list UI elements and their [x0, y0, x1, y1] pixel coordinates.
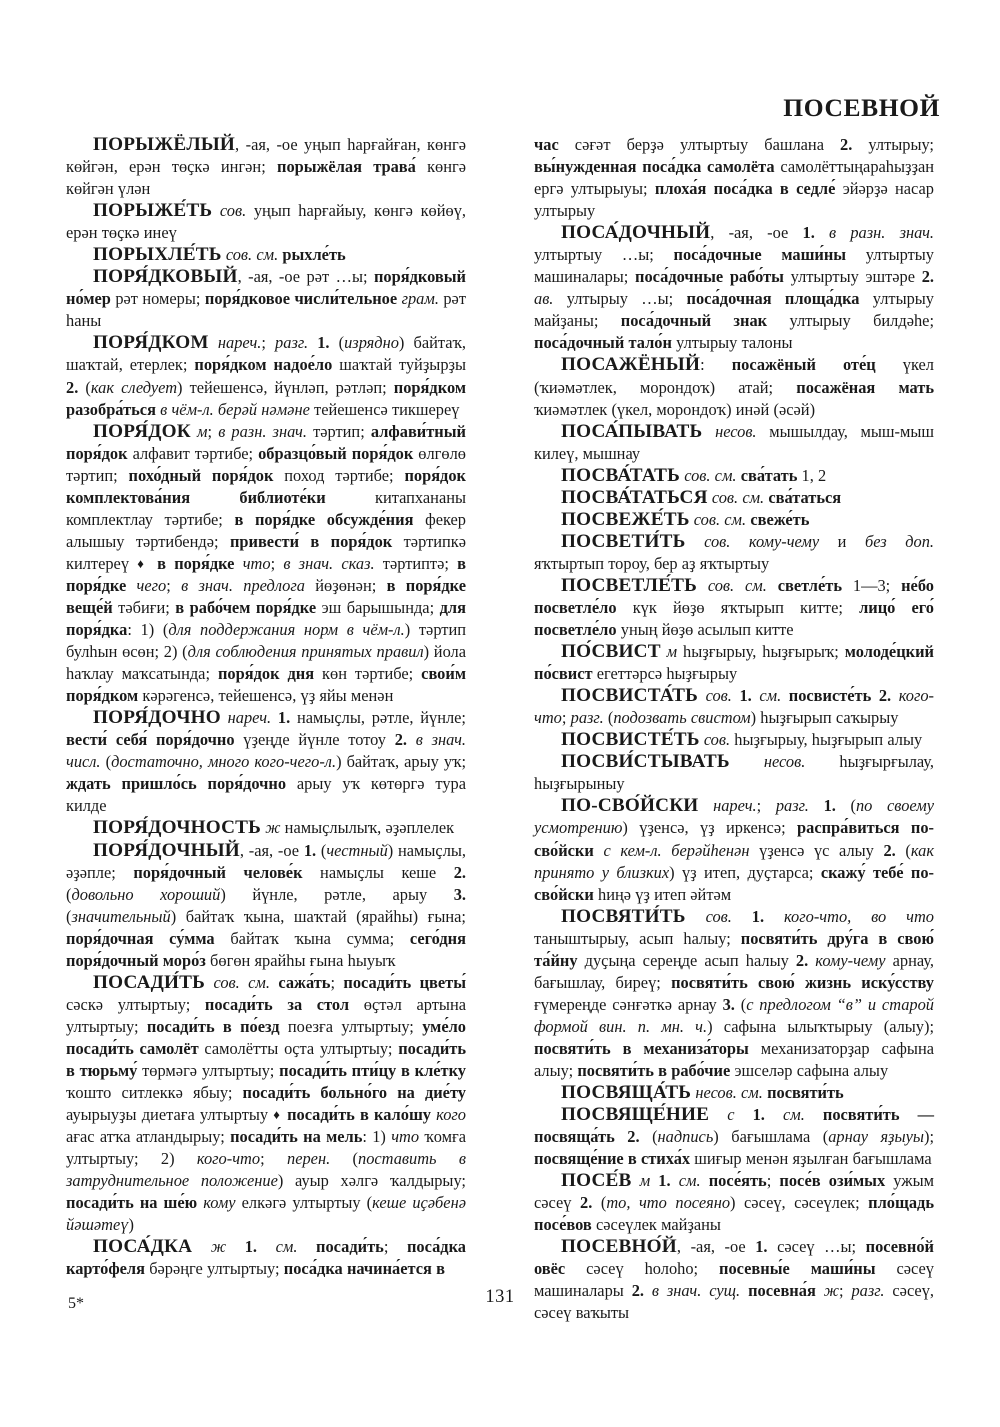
dictionary-entry: ПО́СВИСТ м һыҙғырыу, һыҙғырыҡ; молоде́цкий по́свист егеттәрсә һыҙғырыу [534, 641, 934, 684]
dictionary-entry: ПОСВЯЩА́ТЬ несов. см. посвяти́ть [561, 1082, 844, 1104]
dictionary-entry: час сәғәт берҙә ултыртыу башлана 2. ултырыу; вы́нужденная поса́дка самолёта самолёттыңараһыҙҙан ергә ултырыуы; плоха́я поса́дка в седле́ эйәрҙә насар ултырыу [534, 135, 935, 221]
dictionary-entry: ПОСВА́ТАТЬСЯ сов. см. сва́таться [561, 486, 842, 508]
dictionary-entry: ПОРЯ́ДОЧНОСТЬ ж намыҫлылыҡ, әҙәплелек [93, 817, 455, 839]
dictionary-entry: ПОРЯ́ДКОВЫЙ, -ая, -ое рәт …ы; поря́дковый но́мер рәт номеры; поря́дковое числи́тельное грам. рәт һаны [66, 266, 466, 331]
dictionary-entry: ПОСВА́ТАТЬ сов. см. сва́тать 1, 2 [561, 464, 827, 486]
column-left [66, 134, 466, 1284]
running-head: ПОСЕВНОЙ [783, 93, 940, 122]
dictionary-entry: ПОРЯ́ДКОМ нареч.; разг. 1. (изрядно) байтаҡ, шаҡтай, етерлек; поря́дком надое́ло шаҡтай туйҙырҙы 2. (как следует) тейешенсә, йүнләп, рәтләп; поря́дком разобра́ться в чём-л. берәй нәмәне тейешенсә тикшереү [66, 332, 467, 419]
dictionary-entry: ПОСВЕЖЕ́ТЬ сов. см. свеже́ть [561, 508, 810, 530]
dictionary-entry: ПОРЯ́ДОЧНО нареч. 1. намыҫлы, рәтле, йүнле; вести́ себя́ поря́дочно үҙеңде йүнле тотоу 2. в знач. числ. (достаточно, много кого-чего-л.) байтаҡ, арыу уҡ; ждать пришло́сь поря́дочно арыу уҡ көтөргә тура килде [66, 707, 467, 816]
dictionary-entry: ПОСАЖЁНЫЙ: посажёный оте́ц үкел (ҡиәмәтлек, морондоҡ) атай; посажёная мать ҡиәмәтлек (үкел, морондоҡ) инәй (әсәй) [534, 354, 934, 419]
dictionary-entry: ПОСЕВНО́Й, -ая, -ое 1. сәсеү …ы; посевно́й овёс сәсеү һолоһо; посевны́е маши́ны сәсеү машиналары 2. в знач. сущ. посевна́я ж; разг. сәсеү, сәсеү ваҡыты [534, 1236, 934, 1323]
dictionary-entry: ПОСА́ДОЧНЫЙ, -ая, -ое 1. в разн. знач. ултыртыу …ы; поса́дочные маши́ны ултыртыу машиналары; поса́дочные рабо́ты ултыртыу эштәре 2. ав. ултырыу …ы; поса́дочная площа́дка ултырыу майҙаны; поса́дочный знак ултырыу билдәһе; поса́дочный тало́н ултырыу талоны [534, 222, 935, 353]
dictionary-entry: ПОСВЯТИ́ТЬ сов. 1. кого-что, во что таныштырыу, асып һалыу; посвяти́ть дру́га в свою́ та́йну дуҫыңа сереңде асып һалыу 2. кому-чему арнау, бағышлау, биреү; посвяти́ть свою́ жизнь иску́сству ғүмереңде сәнғәткә арнау 3. (с предлогом “в” и старой формой вин. п. мн. ч.) сафына ылыҡтырыу (алыу); посвяти́ть в механиза́торы механизаторҙар сафына алыу; посвяти́ть в рабо́чие эшселәр сафына алыу [534, 905, 935, 1080]
dictionary-entry: ПОСАДИ́ТЬ сов. см. сажа́ть; посади́ть цветы́ сәскә ултыртыу; посади́ть за стол өҫтәл артына ултыртыу; посади́ть в по́езд поезға ултыртыу; уме́ло посади́ть самолёт самолётты оҫта ултыртыу; посади́ть в тюрьму́ төрмәгә ултыртыу; посади́ть пти́цу в кле́тку ҡошто ситлеккә ябыу; посади́ть больно́го на дие́ту ауырыуҙы диетаға ултыртыу ♦ посади́ть в кало́шу кого ағас атҡа атландырыу; посади́ть на мель: 1) что ҡомға ултыртыу; 2) кого-что; перен. (поставить в затруднительное положение) ауыр хәлгә ҡалдырыу; посади́ть на ше́ю кому елкәгә ултыртыу (кеше иҫәбенә йәшәтеү) [66, 971, 466, 1235]
column-right [534, 134, 935, 1323]
dictionary-entry: ПОСА́ПЫВАТЬ несов. мышылдау, мыш-мыш килеү, мышнау [534, 420, 934, 463]
dictionary-entry: ПОСВЕТИ́ТЬ сов. кому-чему и без доп. яҡтыртып тороу, бер аҙ яҡтыртыу [534, 530, 934, 573]
dictionary-entry: ПОРЫЖЁЛЫЙ, -ая, -ое уңып һарғайған, көнгә көйгән, ерән төҫкә ингән; порыжёлая трава́ көнгә көйгән үлән [66, 134, 466, 199]
dictionary-entry: ПОСВЕТЛЕ́ТЬ сов. см. светле́ть 1—3; не́бо посветле́ло күк йөҙө яҡтырып китте; лицо́ его́ посветле́ло уның йөҙө асылып китте [534, 574, 934, 640]
signature-mark: 5* [68, 1295, 84, 1312]
dictionary-entry: ПОРЯ́ДОЧНЫЙ, -ая, -ое 1. (честный) намыҫлы, әҙәпле; поря́дочный челове́к намыҫлы кеше 2. (довольно хороший) йүнле, рәтле, арыу 3. (значительный) байтаҡ ҡына, шаҡтай (ярайһы) ғына; поря́дочная су́мма байтаҡ ҡына сумма; сего́дня поря́дочный моро́з бөгөн ярайһы ғына һыуыҡ [66, 839, 466, 970]
dictionary-entry: ПОСА́ДКА ж 1. см. посади́ть; поса́дка карто́феля бәрәңге ултыртыу; поса́дка начина́ется в [66, 1236, 466, 1279]
dictionary-entry: ПОСВЯЩЕ́НИЕ с 1. см. посвяти́ть — посвяща́ть 2. (надпись) бағышлама (арнау яҙыуы); посвяще́ние в стиха́х шиғыр менән яҙылған бағышлама [534, 1104, 934, 1169]
dictionary-entry: ПОСВИСТА́ТЬ сов. 1. см. посвисте́ть 2. кого-что; разг. (подозвать свистом) һыҙғырып саҡырыу [534, 685, 935, 728]
page-number: 131 [485, 1287, 515, 1307]
dictionary-entry: ПОРЫХЛЕ́ТЬ сов. см. рыхле́ть [93, 244, 346, 266]
dictionary-entry: ПОРЫЖЕ́ТЬ сов. уңып һарғайыу, көнгә көйөү, ерән төҫкә инеү [66, 200, 466, 243]
dictionary-entry: ПОСЕ́В м 1. см. посе́ять; посе́в ози́мых ужым сәсеү 2. (то, что посеяно) сәсеү, сәсеүлек; пло́щадь посе́вов сәсеүлек майҙаны [534, 1170, 934, 1235]
dictionary-entry: ПО-СВО́ЙСКИ нареч.; разг. 1. (по своему усмотрению) үҙенсә, үҙ иркенсә; распра́виться по-сво́йски с кем-л. берәйһенән үҙенсә үс алыу 2. (как принято у близких) үҙ итеп, дуҫтарса; скажу́ тебе́ по-сво́йски һиңә үҙ итеп әйтәм [534, 795, 935, 904]
dictionary-entry: ПОСВИ́СТЫВАТЬ несов. һыҙғырғылау, һыҙғырыныу [534, 751, 934, 794]
dictionary-entry: ПОРЯ́ДОК м; в разн. знач. тәртип; алфави́тный поря́док алфавит тәртибе; образцо́вый поря́док өлгөлө тәртип; похо́дный поря́док поход тәртибе; поря́док комплектова́ния библиоте́ки китапхананы комплектлау тәртибе; в поря́дке обсужде́ния фекер алышыу тәртибендә; привести́ в поря́док тәртипкә килтереү ♦ в поря́дке что; в знач. сказ. тәртиптә; в поря́дке чего; в знач. предлога йөҙөнән; в поря́дке веще́й тәбиғи; в рабо́чем поря́дке эш барышында; для поря́дка: 1) (для поддержания норм в чём-л.) тәртип булһын өсөн; 2) (для соблюдения принятых правил) йола һаҡлау маҡсатында; поря́док дня көн тәртибе; свои́м поря́дком кәрәгенсә, тейешенсә, үҙ яйы менән [66, 420, 467, 706]
dictionary-entry: ПОСВИСТЕ́ТЬ сов. һыҙғырыу, һыҙғырып алыу [561, 729, 923, 751]
